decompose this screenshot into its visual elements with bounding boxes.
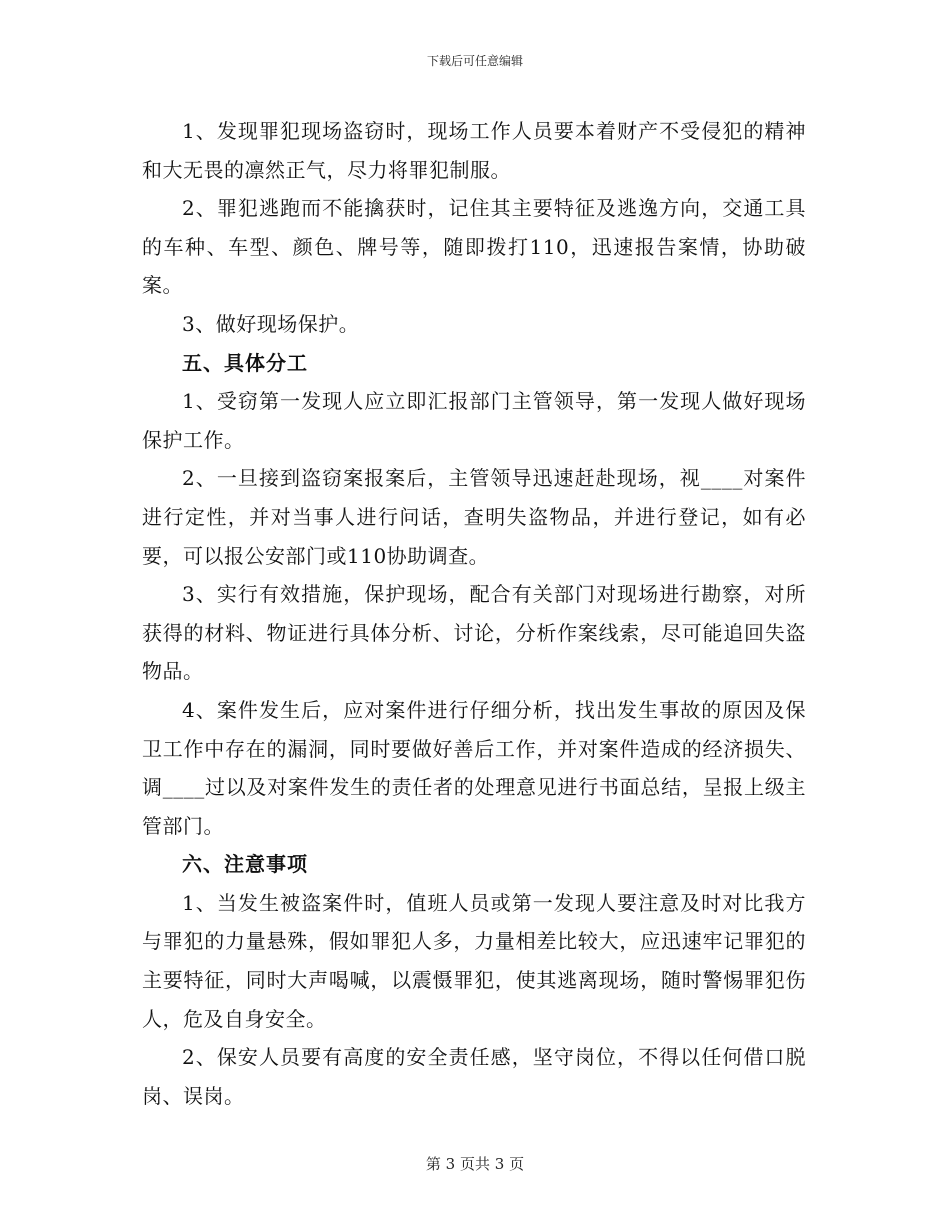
paragraph-3: 3、做好现场保护。: [182, 311, 360, 336]
paragraph-1: 1、发现罪犯现场盗窃时，现场工作人员要本着财产不受侵犯的精神和大无畏的凛然正气，尽力将罪犯制服。: [142, 119, 806, 182]
paragraph-9: 2、保安人员要有高度的安全责任感，坚守岗位，不得以任何借口脱岗、误岗。: [142, 1045, 806, 1108]
document-body: [142, 112, 806, 1115]
page-footer: 第 3 页共 3 页: [425, 1155, 525, 1173]
paragraph-5: 2、一旦接到盗窃案报案后，主管领导迅速赶赴现场，视____对案件进行定性，并对当事人进行问话，查明失盗物品，并进行登记，如有必要，可以报公安部门或110协助调查。: [142, 466, 806, 568]
paragraph-6: 3、实行有效措施，保护现场，配合有关部门对现场进行勘察，对所获得的材料、物证进行具体分析、讨论，分析作案线索，尽可能追回失盗物品。: [142, 582, 806, 684]
section-heading-5: 五、具体分工: [182, 350, 308, 375]
section-heading-6: 六、注意事项: [182, 852, 308, 877]
paragraph-8: 1、当发生被盗案件时，值班人员或第一发现人要注意及时对比我方与罪犯的力量悬殊，假如罪犯人多，力量相差比较大，应迅速牢记罪犯的主要特征，同时大声喝喊，以震慑罪犯，使其逃离现场，随时警惕罪犯伤人，危及自身安全。: [142, 890, 806, 1031]
paragraph-4: 1、受窃第一发现人应立即汇报部门主管领导，第一发现人做好现场保护工作。: [142, 389, 806, 452]
paragraph-7: 4、案件发生后，应对案件进行仔细分析，找出发生事故的原因及保卫工作中存在的漏洞，同时要做好善后工作，并对案件造成的经济损失、调____过以及对案件发生的责任者的处理意见进行书面总结，呈报上级主管部门。: [142, 697, 806, 838]
page-header: 下载后可任意编辑: [426, 54, 523, 68]
paragraph-2: 2、罪犯逃跑而不能擒获时，记住其主要特征及逃逸方向，交通工具的车种、车型、颜色、牌号等，随即拨打110，迅速报告案情，协助破案。: [142, 196, 806, 298]
